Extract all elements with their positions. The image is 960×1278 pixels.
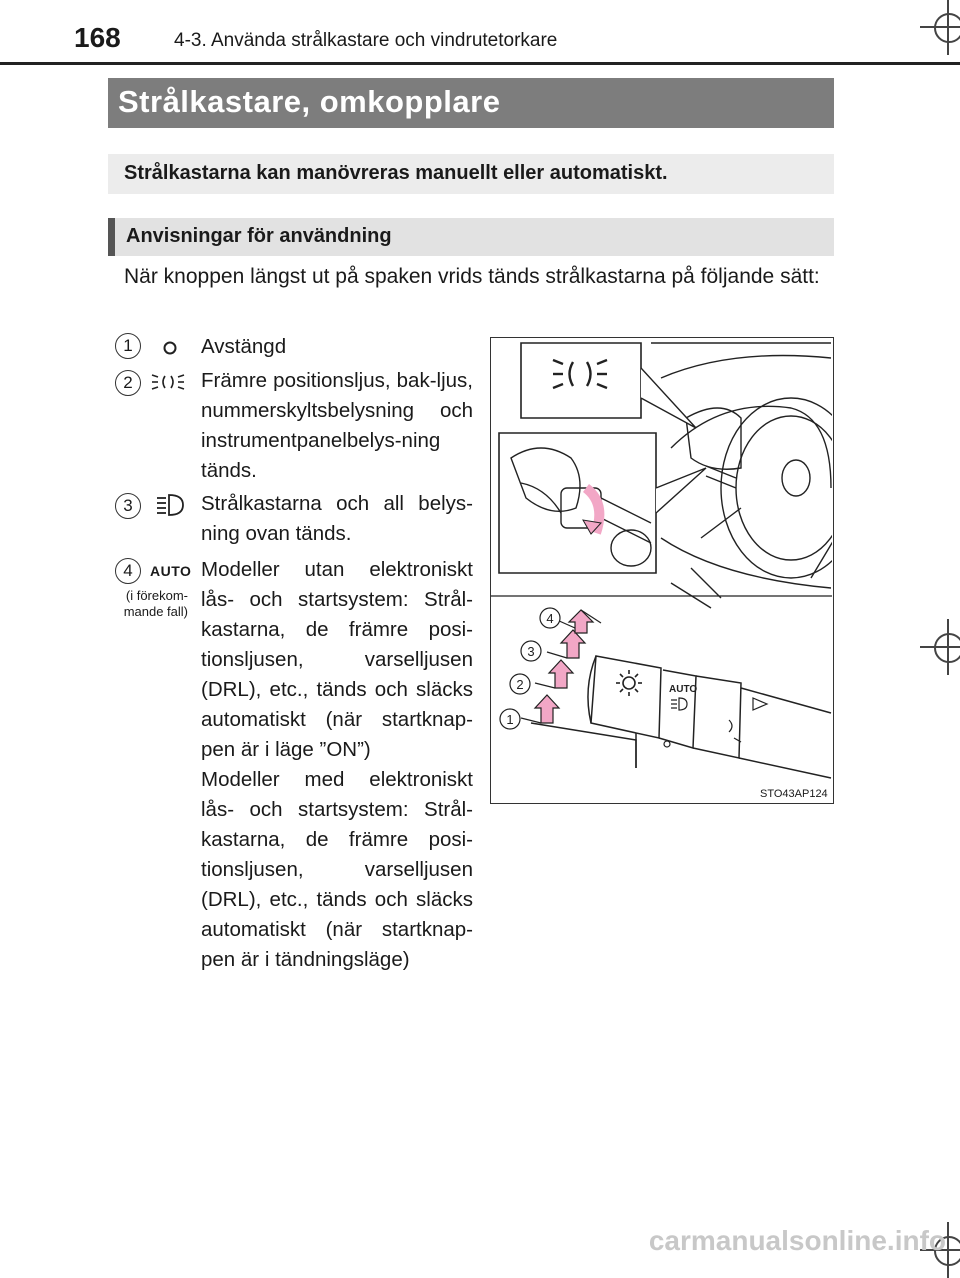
section-heading: Anvisningar för användning [126,225,392,247]
symbol-zoom-callout [521,343,696,428]
footer-watermark: carmanualsonline.info [648,1225,946,1256]
header-rule [0,62,960,65]
headlight-symbol-icon [155,492,185,518]
intro-text: Strålkastarna kan manövreras manuellt eller automatiskt. [124,162,668,184]
hand-zoom-callout [499,433,706,573]
figure-frame [490,337,834,804]
position-arrows [535,610,593,723]
off-symbol-icon [160,338,180,358]
item-number-4: 4 [115,558,141,584]
page-number: 168 [74,22,121,53]
chapter-title: 4-3. Använda strålkastare och vindrutetorkare [174,30,558,51]
item-text-1: Avstängd [201,335,287,358]
lever-closeup [531,656,831,778]
auto-symbol: AUTO [150,563,192,579]
svg-text:1: 1 [506,712,514,727]
item-text-4: Modeller utan elektroniskt lås- och startsystem: Strål-kastarna, de främre posi-tionsljusen, varselljusen (DRL), etc., tänds och släcks automatiskt (när startknap-pen är i läge ”ON”) [201,558,473,761]
lead-paragraph: När knoppen längst ut på spaken vrids tänds strålkastarna på följande sätt: [124,265,820,288]
figure-code: STO43AP124 [760,788,828,800]
lever-auto-label: AUTO [669,684,698,695]
position-light-symbol-icon [150,370,186,394]
svg-text:3: 3 [527,644,535,659]
headlight-switch-illustration [491,338,832,802]
item-text-4-second: Modeller med elektroniskt lås- och startsystem: Strål-kastarna, de främre posi-tionsljusen, varselljusen (DRL), etc., tänds och släcks automatiskt (när startknap-pen är i tändningsläge) [201,768,473,971]
availability-note: (i förekom-mande fall) [123,588,188,619]
item-text-3: Strålkastarna och all belys-ning ovan tänds. [201,492,473,545]
lever-sun-icon [616,670,642,696]
item-number-2: 2 [115,370,141,396]
item-number-1: 1 [115,333,141,359]
svg-text:4: 4 [546,611,554,626]
svg-text:2: 2 [516,677,524,692]
item-number-3: 3 [115,493,141,519]
item-text-2: Främre positionsljus, bak-ljus, nummerskyltsbelysning och instrumentpanelbelys-ning tänds. [201,369,473,482]
page-title: Strålkastare, omkopplare [118,84,501,119]
